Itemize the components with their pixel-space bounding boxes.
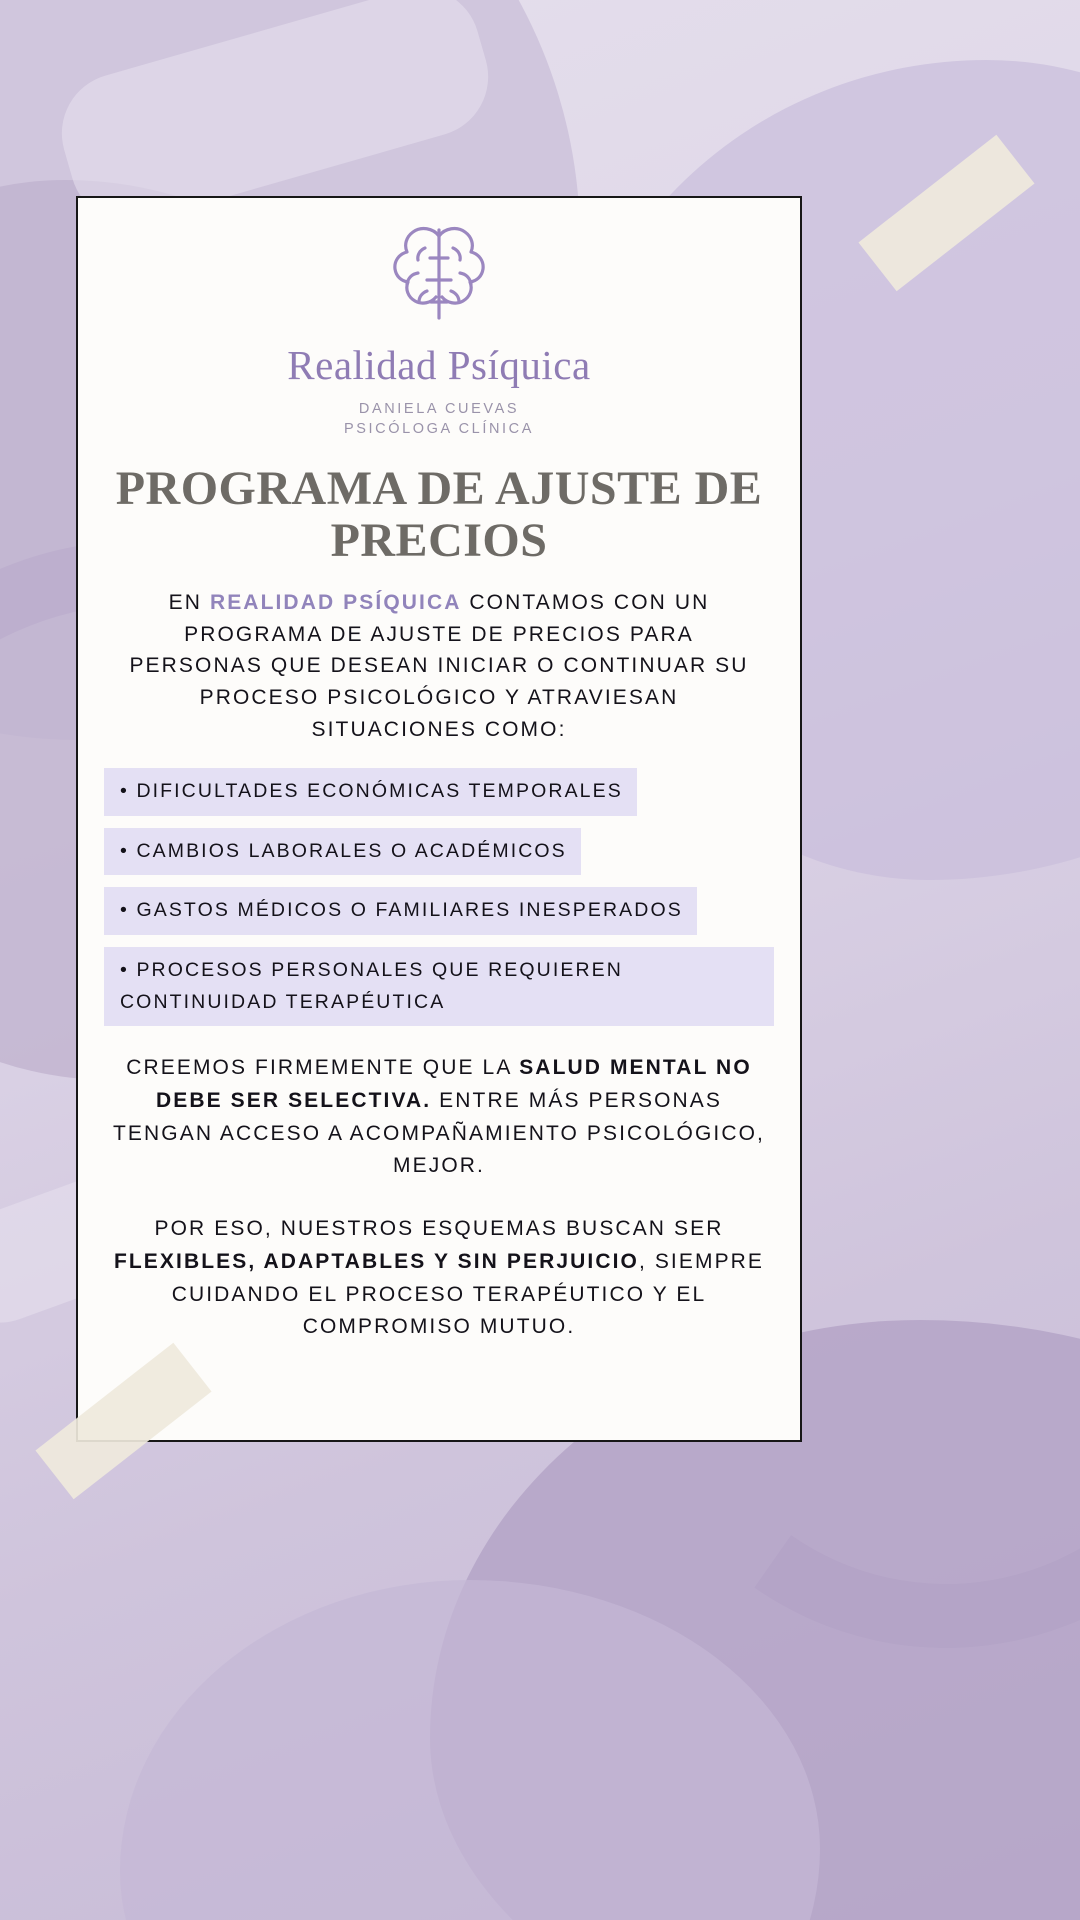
closing-paragraph-1 xyxy=(108,1052,770,1183)
situations-list xyxy=(104,768,774,1038)
intro-text-before: EN xyxy=(168,590,210,614)
brand-role: PSICÓLOGA CLÍNICA xyxy=(343,421,535,437)
intro-paragraph xyxy=(118,587,760,747)
closing2-part-c: , SIEMPRE CUIDANDO EL PROCESO TERAPÉUTICO Y EL COMPROMISO MUTUO. xyxy=(171,1249,765,1339)
intro-brand-highlight: REALIDAD PSÍQUICA xyxy=(209,590,462,614)
brand-name: Realidad Psíquica xyxy=(287,342,591,388)
brand-header xyxy=(78,198,800,437)
list-item: • DIFICULTADES ECONÓMICAS TEMPORALES xyxy=(104,768,637,816)
brain-icon xyxy=(78,218,800,335)
list-item: • GASTOS MÉDICOS O FAMILIARES INESPERADOS xyxy=(104,887,697,935)
closing2-part-a: POR ESO, NUESTROS ESQUEMAS BUSCAN SER xyxy=(154,1217,724,1241)
closing1-emphasis: SALUD MENTAL NO DEBE SER SELECTIVA. xyxy=(155,1056,752,1112)
closing1-part-c: ENTRE MÁS PERSONAS TENGAN ACCESO A ACOMPAÑAMIENTO PSICOLÓGICO, MEJOR. xyxy=(113,1088,765,1178)
page-title: PROGRAMA DE AJUSTE DE PRECIOS xyxy=(115,462,763,567)
intro-text-after: CONTAMOS CON UN PROGRAMA DE AJUSTE DE PRECIOS PARA PERSONAS QUE DESEAN INICIAR O CONTINUAR SU PROCESO PSICOLÓGICO Y ATRAVIESAN SITUACIONES COMO: xyxy=(129,590,749,742)
poster-card xyxy=(76,196,802,1442)
list-item: • PROCESOS PERSONALES QUE REQUIEREN CONTINUIDAD TERAPÉUTICA xyxy=(104,947,774,1026)
closing2-emphasis: FLEXIBLES, ADAPTABLES Y SIN PERJUICIO xyxy=(113,1249,639,1273)
list-item: • CAMBIOS LABORALES O ACADÉMICOS xyxy=(104,828,581,876)
closing1-part-a: CREEMOS FIRMEMENTE QUE LA xyxy=(126,1056,520,1080)
closing-paragraph-2 xyxy=(108,1213,770,1344)
brand-person: DANIELA CUEVAS xyxy=(358,401,520,417)
